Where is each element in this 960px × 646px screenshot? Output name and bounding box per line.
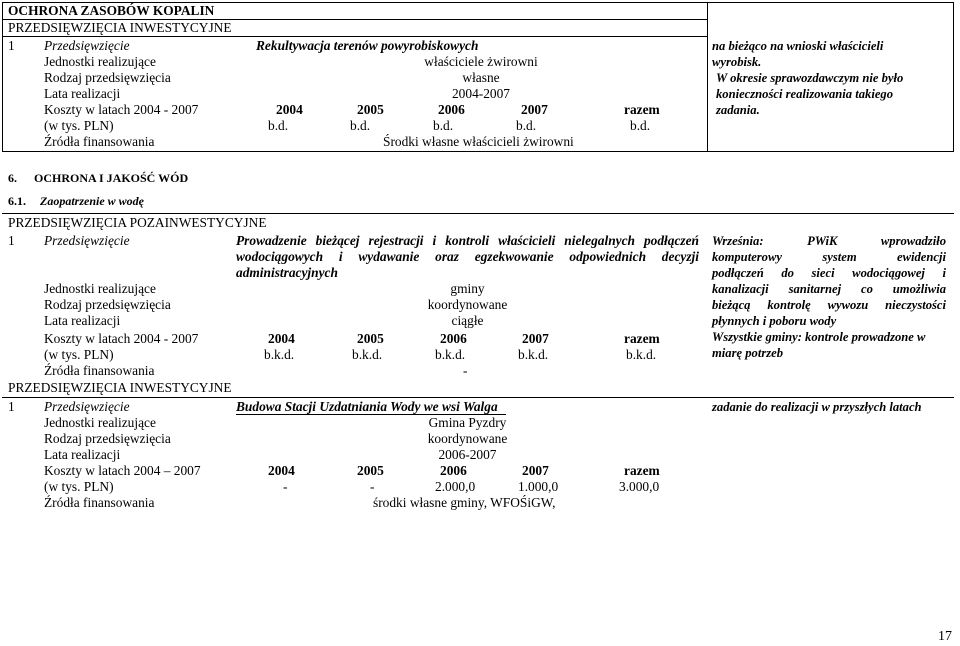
type-value: koordynowane [427,431,508,446]
page-number: 17 [938,629,952,644]
funding-value: środki własne gminy, WFOŚiGW, [373,495,556,510]
costs-unit: (w tys. PLN) [44,118,114,133]
remark-line: wyrobisk. [712,55,762,69]
cost-header: 2005 [357,463,384,478]
cost-value: 2.000,0 [435,479,476,494]
row-number: 1 [8,399,15,414]
section3-title: PRZEDSIĘWZIĘCIA INWESTYCYJNE [8,380,232,395]
costs-label: Koszty w latach 2004 - 2007 [44,102,199,117]
cost-header: 2005 [357,102,384,117]
units-value: gminy [450,281,485,296]
remark-line: komputerowy system ewidencji [712,250,946,264]
units-label: Jednostki realizujące [44,54,156,69]
heading-6-1-text: Zaopatrzenie w wodę [40,194,144,208]
cost-header: 2006 [440,463,467,478]
type-value: własne [462,70,500,85]
cost-header: razem [624,331,660,346]
type-label: Rodzaj przedsięwzięcia [44,297,171,312]
table1-rule [2,36,707,37]
project-label: Przedsięwzięcie [44,38,130,53]
table1-border-left [2,2,3,152]
costs-label: Koszty w latach 2004 - 2007 [44,331,199,346]
cost-value: b.k.d. [435,347,466,362]
units-value: właściciele żwirowni [424,54,538,69]
funding-value: Środki własne właścicieli żwirowni [383,134,574,149]
remark-line: Wszystkie gminy: kontrole prowadzone w [712,330,926,344]
project-label: Przedsięwzięcie [44,233,130,248]
cost-value: b.k.d. [626,347,657,362]
cost-header: razem [624,102,660,117]
years-label: Lata realizacji [44,447,121,462]
units-label: Jednostki realizujące [44,281,156,296]
remark-line: zadania. [716,103,760,117]
remark-line: kanalizacji sanitarnej co umożliwia [712,282,946,296]
cost-header: 2007 [521,102,548,117]
cost-value: b.k.d. [518,347,549,362]
cost-value: b.d. [433,118,454,133]
remark-line: zadanie do realizacji w przyszłych latach [712,400,922,414]
cost-value: b.d. [268,118,289,133]
heading-6-text: OCHRONA I JAKOŚĆ WÓD [34,171,189,185]
cost-value: - [283,479,288,494]
table1-border-right [953,2,954,152]
remark-line: konieczności realizowania takiego [716,87,894,101]
project-label: Przedsięwzięcie [44,399,130,414]
cost-header: 2006 [440,331,467,346]
remark-line: płynnych i poboru wody [712,314,837,328]
table1-divider [707,2,708,152]
remark-line: W okresie sprawozdawczym nie było [716,71,904,85]
cost-value: b.k.d. [264,347,295,362]
remark-line: podłączeń do sieci wodociągowej i [712,266,946,280]
remark-line: miarę potrzeb [712,346,784,360]
cost-header: 2007 [522,463,549,478]
years-label: Lata realizacji [44,86,121,101]
cost-value: b.d. [350,118,371,133]
costs-label: Koszty w latach 2004 – 2007 [44,463,201,478]
cost-value: b.k.d. [352,347,383,362]
heading-6-1-number: 6.1. [8,194,26,208]
cost-header: 2006 [438,102,465,117]
units-label: Jednostki realizujące [44,415,156,430]
cost-header: 2004 [268,463,295,478]
project-line: wodociągowych i wydawanie oraz egzekwowanie odpowiednich decyzji [236,249,699,264]
row-number: 1 [8,38,15,53]
units-value: Gmina Pyzdry [428,415,507,430]
section2-title: PRZEDSIĘWZIĘCIA POZAINWESTYCYJNE [8,215,267,230]
project-line: Prowadzenie bieżącej rejestracji i kontroli właścicieli nielegalnych podłączeń [236,233,699,248]
project-line: administracyjnych [236,265,338,280]
section1-title: OCHRONA ZASOBÓW KOPALIN [8,3,215,18]
type-label: Rodzaj przedsięwzięcia [44,70,171,85]
cost-value: - [370,479,375,494]
project-name: Budowa Stacji Uzdatniania Wody we wsi Walga [236,399,498,414]
cost-value: b.d. [516,118,537,133]
years-value: 2004-2007 [451,86,511,101]
years-label: Lata realizacji [44,313,121,328]
type-label: Rodzaj przedsięwzięcia [44,431,171,446]
funding-label: Źródła finansowania [44,134,155,149]
table3-border-top [2,397,954,398]
section1-subtitle: PRZEDSIĘWZIĘCIA INWESTYCYJNE [8,20,232,35]
cost-header: 2007 [522,331,549,346]
cost-header: razem [624,463,660,478]
cost-value: b.d. [630,118,651,133]
remark-line: na bieżąco na wnioski właścicieli [712,39,884,53]
funding-label: Źródła finansowania [44,363,155,378]
table1-border-bottom [2,151,954,152]
type-value: koordynowane [427,297,508,312]
remark-line: bieżącą kontrolę wywozu nieczystości [712,298,946,312]
heading-6-number: 6. [8,171,17,185]
cost-value: 3.000,0 [619,479,660,494]
costs-unit: (w tys. PLN) [44,479,114,494]
cost-header: 2004 [276,102,303,117]
funding-label: Źródła finansowania [44,495,155,510]
row-number: 1 [8,233,15,248]
cost-header: 2004 [268,331,295,346]
project-name: Rekultywacja terenów powyrobiskowych [256,38,479,53]
costs-unit: (w tys. PLN) [44,347,114,362]
table2-border-top [2,213,954,214]
years-value: ciągłe [451,313,484,328]
funding-value: - [463,363,468,378]
cost-header: 2005 [357,331,384,346]
years-value: 2006-2007 [438,447,497,462]
remark-line: Września: PWiK wprowadziło [712,234,946,248]
cost-value: 1.000,0 [518,479,559,494]
